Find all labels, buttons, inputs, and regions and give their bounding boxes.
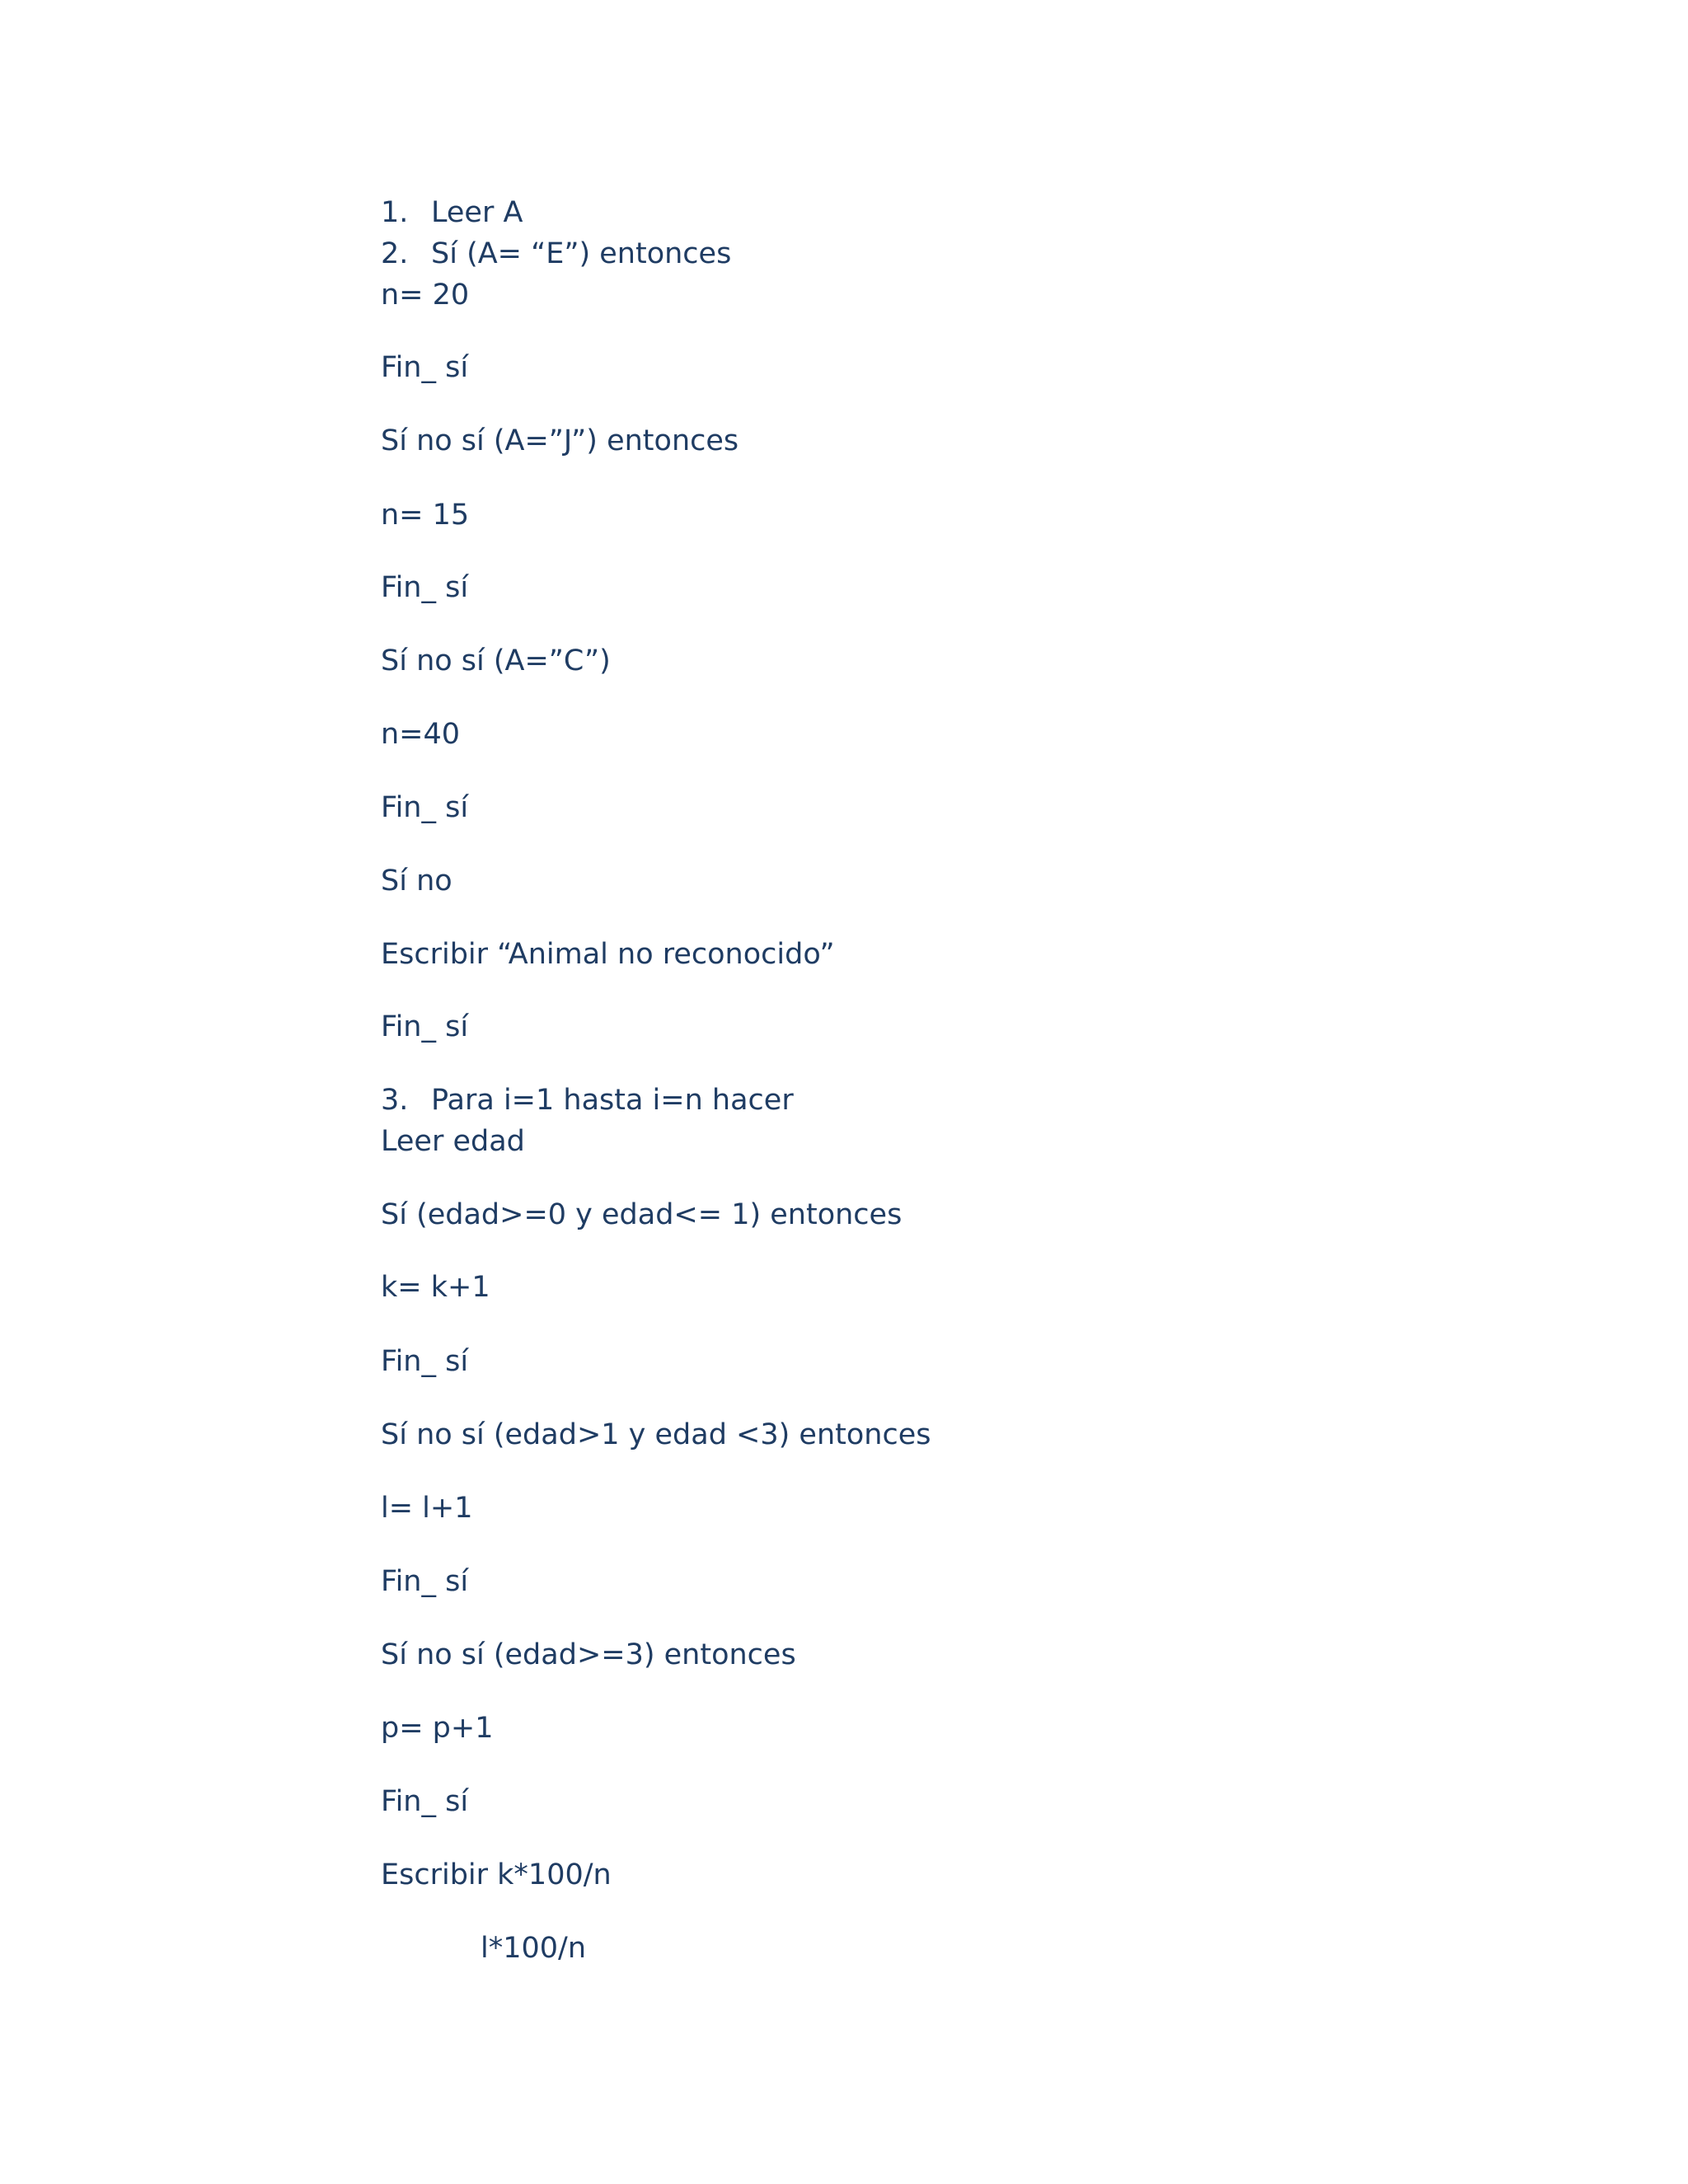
text-line: k= k+1 bbox=[381, 1271, 490, 1304]
text-line: Fin_ sí bbox=[381, 1345, 469, 1378]
text-line: Sí (edad>=0 y edad<= 1) entonces bbox=[381, 1198, 903, 1231]
text-line: Leer edad bbox=[381, 1125, 525, 1158]
text-line: Escribir “Animal no reconocido” bbox=[381, 938, 835, 971]
text-line: Escribir k*100/n bbox=[381, 1858, 612, 1891]
text-line: Fin_ sí bbox=[381, 1785, 469, 1818]
text-line: Fin_ sí bbox=[381, 571, 469, 604]
text-line: Sí no sí (A=”C”) bbox=[381, 644, 611, 677]
text-line: n= 15 bbox=[381, 499, 470, 532]
line-text: Sí (A= “E”) entonces bbox=[431, 237, 732, 270]
text-line: n=40 bbox=[381, 718, 461, 751]
text-line: Sí no bbox=[381, 865, 452, 898]
text-line: p= p+1 bbox=[381, 1712, 494, 1745]
text-line: Sí no sí (edad>=3) entonces bbox=[381, 1638, 796, 1671]
text-line: Fin_ sí bbox=[381, 351, 469, 384]
list-item-1 bbox=[381, 194, 523, 231]
text-line: Sí no sí (edad>1 y edad <3) entonces bbox=[381, 1418, 931, 1451]
text-line: l*100/n bbox=[481, 1932, 587, 1965]
list-number: 3. bbox=[381, 1084, 409, 1117]
line-text: Leer A bbox=[431, 196, 523, 229]
list-number: 1. bbox=[381, 196, 409, 229]
text-line: Fin_ sí bbox=[381, 1565, 469, 1598]
list-number: 2. bbox=[381, 237, 409, 270]
text-line: Fin_ sí bbox=[381, 1010, 469, 1043]
line-text: Para i=1 hasta i=n hacer bbox=[431, 1084, 794, 1117]
list-item-3 bbox=[381, 1082, 794, 1118]
text-line: l= l+1 bbox=[381, 1492, 473, 1525]
list-item-2 bbox=[381, 236, 731, 272]
text-line: n= 20 bbox=[381, 279, 470, 312]
text-line: Sí no sí (A=”J”) entonces bbox=[381, 424, 739, 457]
text-line: Fin_ sí bbox=[381, 791, 469, 824]
